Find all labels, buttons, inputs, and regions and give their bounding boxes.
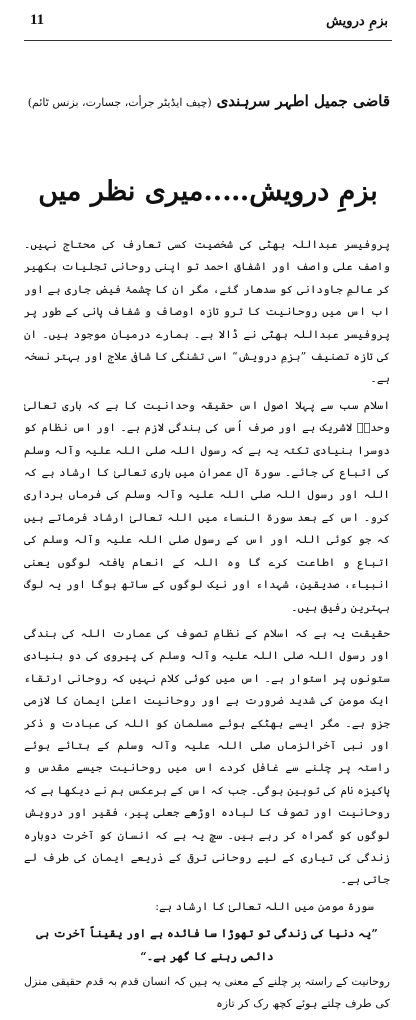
author-role: (چیف ایڈیٹر جرأت، جسارت، بزنس ٹائم)	[27, 96, 212, 109]
paragraph: اسلام سب سے پہلا اصول اس حقیقہ وحدانیت کا ہے کہ باری تعالیٰ وحدہٗ لاشریک ہے اور صرف اُس کی بندگی لازم ہے۔ اور اس نظام کو دوسرا بنیادی تکتہ یہ ہے کہ رسول اللہ صلی اللہ علیہ وآلہ وسلم کی اتباع کی جائے۔ سورۃ آل عمران میں باری تعالیٰ کا ارشاد ہے کہ اللہ اور رسول اللہ صلی اللہ علیہ وآلہ وسلم کی فرماں برداری کرو۔ اس کے بعد سورۃ النساء میں اللہ تعالیٰ ارشاد فرماتے ہیں کہ جو کوئی اللہ اور اس کے رسول صلی اللہ علیہ وآلہ وسلم کی اتباع و اطاعت کرے گا وہ اللہ کے انعام یافتہ لوگوں یعنی انبیاء، صدیقین، شہداء اور نیک لوگوں کے ساتھ ہوگا اور یہ لوگ بہترین رفیق ہیں۔	[24, 398, 390, 614]
article-title: بزمِ درویش…..میری نظر میں	[38, 176, 378, 207]
author-line	[24, 92, 390, 110]
paragraph: حقیقت یہ ہے کہ اسلام کے نظامِ تصوف کی عمارت اللہ کی بندگی اور رسول اللہ صلی اللہ علیہ وآلہ وسلم کی پیروی کی دو بنیادی ستونوں پر استوار ہے۔ اس میں کوئی کلام نہیں کہ روحانی ارتقاء ایک مومن کی شدید ضرورت ہے اور روحانیت اعلیٰ ایمان کا لازمی جزو ہے۔ مگر ایسے بھٹکے ہوئے مسلمان کو اللہ کی عبادت و ذکر اور نبی آخرالزماں صلی اللہ علیہ وآلہ وسلم کے بتائے ہوئے راستہ پر چلنے سے غافل کردے اس میں روحانیت جیسے مقدس و پاکیزہ نام کی توہین ہوگی۔ جب کہ اس کے برعکس ہم نے دیکھا ہے کہ روحانیت اور تصوف کا لبادہ اوڑھے جعلی پیر، فقیر اور درویش لوگوں کو گمراہ کر رہے ہیں۔ سچ یہ ہے کہ انسان کو آخرت دوبارہ زندگی کی تیاری کے لیے روحانی ترقی کے ذریعے ایمان کی طرف لے جاتی ہے۔	[24, 626, 390, 887]
running-header: بزمِ درویش	[326, 14, 388, 29]
page-number: 11	[30, 12, 45, 28]
article-body	[24, 234, 390, 1020]
header-rule	[24, 40, 392, 41]
paragraph: روحانیت کے راستہ پر چلنے کے معنی یہ ہیں کہ انسان قدم بہ قدم حقیقی منزل کی طرف چلتے ہوئے کچھ رک کر تازہ	[24, 975, 390, 1011]
author-name: قاضی جمیل اطہر سرہندی	[216, 92, 390, 110]
quoted-verse: ”یہ دنیا کی زندگی تو تھوڑا سا فائدہ ہے اور یقیناً آخرت ہی دائمی رہنے کا گھر ہے۔“	[36, 926, 378, 963]
paragraph: سورۃ مومن میں اللہ تعالیٰ کا ارشاد ہے:	[155, 899, 374, 913]
paragraph: پروفیسر عبداللہ بھٹی کی شخصیت کسی تعارف کی محتاج نہیں۔ واصف علی واصف اور اشفاق احمد تو اپنی روحانی تجلیات بکھیر کر عالمِ جاودانی کو سدھار گئے، مگر ان کا چشمۂ فیض جاری ہے اور اب اس میں روحانیت کا ترو تازہ اوصاف و شفاف پانی کے طور پر پروفیسر عبداللہ بھٹی نے ڈالا ہے۔ ہمارے درمیان موجود ہیں۔ ان کی تازہ تصنیف ”بزمِ درویش“ اسی تشنگی کا شافی علاج اور بہتر نسخہ ہے۔	[24, 238, 390, 386]
